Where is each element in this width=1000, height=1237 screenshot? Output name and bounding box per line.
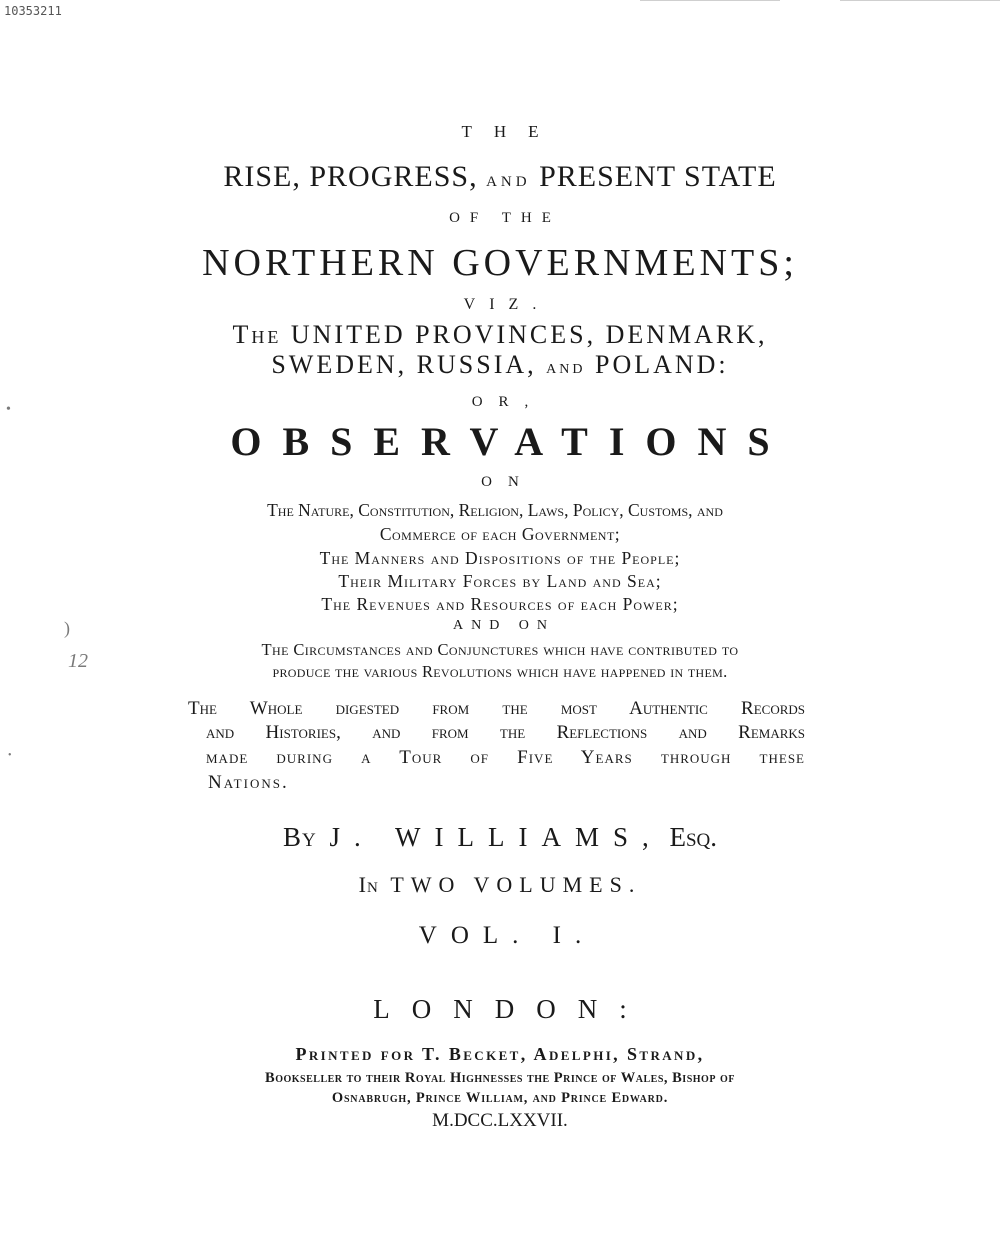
title-present-state-text: PRESENT STATE bbox=[539, 160, 777, 193]
on-text: ON bbox=[481, 474, 535, 490]
volumes-text: TWO VOLUMES. bbox=[390, 872, 642, 897]
observations-title bbox=[0, 418, 1000, 465]
countries-and-small: AND bbox=[546, 362, 586, 377]
volume-number bbox=[0, 922, 1000, 950]
margin-mark-dot: • bbox=[8, 750, 12, 761]
volumes-line bbox=[0, 872, 1000, 898]
countries-united-text: UNITED PROVINCES, DENMARK, bbox=[290, 320, 768, 349]
countries-line-2 bbox=[0, 350, 1000, 380]
margin-mark-paren: ) bbox=[64, 618, 70, 638]
circumstances-line-2: produce the various Revolutions which have happened in them. bbox=[272, 662, 728, 681]
viz-text: VIZ. bbox=[463, 296, 551, 313]
title-rise-line bbox=[0, 160, 1000, 194]
countries-poland-text: POLAND: bbox=[594, 350, 729, 379]
scan-id-label: 10353211 bbox=[4, 4, 62, 18]
margin-mark-dot: • bbox=[6, 402, 11, 417]
topic-line-3: The Manners and Dispositions of the People; bbox=[319, 548, 681, 568]
author-esq-text: Esq. bbox=[669, 822, 717, 852]
on-line bbox=[0, 474, 1000, 491]
or-text: OR, bbox=[471, 394, 545, 410]
author-name-text: J. WILLIAMS, bbox=[329, 822, 663, 852]
or-line bbox=[0, 394, 1000, 411]
topic-line-5: The Revenues and Resources of each Power; bbox=[321, 594, 679, 614]
topic-line-2: Commerce of each Government; bbox=[379, 524, 621, 544]
author-line bbox=[0, 822, 1000, 853]
of-the-text: OF THE bbox=[449, 210, 561, 226]
imprint-date bbox=[0, 1110, 1000, 1132]
imprint-city bbox=[0, 994, 1000, 1025]
imprint-bookseller-1: Bookseller to their Royal Highnesses the Prince of Wales, Bishop of bbox=[265, 1070, 735, 1086]
heading-the bbox=[0, 122, 1000, 142]
title-rise-text: RISE, PROGRESS, bbox=[223, 160, 478, 193]
volumes-in-text: In bbox=[358, 872, 379, 897]
observations-text: OBSERVATIONS bbox=[230, 419, 791, 464]
countries-sweden-text: SWEDEN, RUSSIA, bbox=[271, 350, 537, 379]
countries-the-text: The bbox=[232, 320, 282, 349]
northern-governments-title bbox=[0, 241, 1000, 285]
whole-line-2: and Histories, and from the Reflections and Remarks bbox=[206, 722, 805, 743]
imprint-date-text: M.DCC.LXXVII. bbox=[432, 1110, 568, 1131]
northern-governments-text: NORTHERN GOVERNMENTS; bbox=[202, 242, 798, 284]
countries-line-1 bbox=[0, 320, 1000, 350]
topic-line-1: The Nature, Constitution, Religion, Laws, Policy, Customs, and bbox=[267, 500, 723, 520]
topic-line-4: Their Military Forces by Land and Sea; bbox=[338, 571, 662, 591]
and-on-text: AND ON bbox=[452, 618, 556, 633]
imprint-printer: Printed for T. Becket, Adelphi, Strand, bbox=[295, 1044, 705, 1064]
viz-line bbox=[0, 296, 1000, 314]
volume-number-text: VOL. I. bbox=[418, 922, 596, 949]
margin-number: 12 bbox=[68, 650, 88, 672]
imprint-bookseller-2: Osnabrugh, Prince William, and Prince Edward. bbox=[331, 1090, 669, 1106]
and-on-line bbox=[0, 618, 1000, 634]
whole-line-4: Nations. bbox=[208, 772, 289, 793]
whole-line-3: made during a Tour of Five Years through these bbox=[206, 747, 805, 768]
whole-line-1: The Whole digested from the most Authentic Records bbox=[188, 698, 805, 719]
heading-the-text: THE bbox=[461, 122, 561, 141]
scan-edge-line bbox=[0, 0, 1000, 2]
of-the-line bbox=[0, 210, 1000, 227]
title-and-small: AND bbox=[486, 174, 531, 190]
author-by-text: By bbox=[282, 822, 317, 852]
imprint-city-text: LONDON: bbox=[373, 994, 649, 1024]
circumstances-line-1: The Circumstances and Conjunctures which have contributed to bbox=[261, 640, 739, 659]
